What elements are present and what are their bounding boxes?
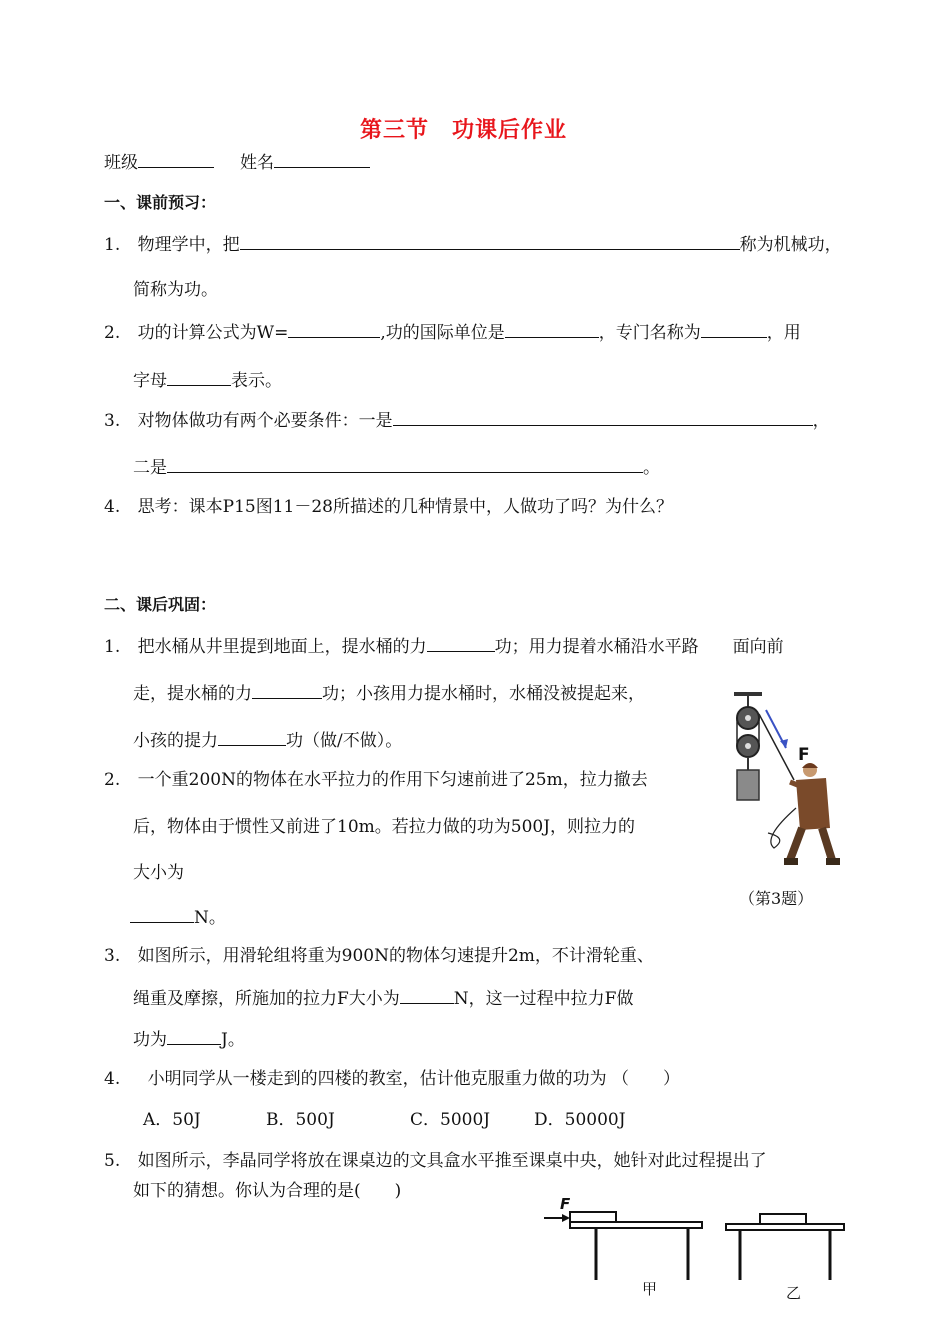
answer-blank <box>393 408 813 426</box>
text: 如图所示，用滑轮组将重为900N的物体匀速提升2m，不计滑轮重、 <box>137 946 654 966</box>
table-left-label: 甲 <box>642 1280 658 1298</box>
question-number: 2. <box>104 770 121 790</box>
s1-q1-line2: 简称为功。 <box>133 280 218 300</box>
answer-blank <box>167 368 231 386</box>
text: 如图所示，李晶同学将放在课桌边的文具盒水平推至课桌中央，她针对此过程提出了 <box>137 1151 767 1171</box>
question-number: 3. <box>104 411 121 431</box>
class-label: 班级 <box>104 153 138 173</box>
table-figure <box>540 1196 850 1300</box>
pulley-caption: （第3题） <box>739 889 814 908</box>
class-blank <box>138 150 214 168</box>
question-number: 1. <box>104 235 121 255</box>
s2-q2-line2: 后，物体由于惯性又前进了10m。若拉力做的功为500J，则拉力的 <box>133 817 636 837</box>
s1-q1-line1 <box>104 232 842 256</box>
answer-blank <box>701 320 767 338</box>
text: 功的计算公式为W= <box>137 323 289 343</box>
text: 一个重200N的物体在水平拉力的作用下匀速前进了25m，拉力撤去 <box>137 770 648 790</box>
text: 物理学中，把 <box>137 235 240 255</box>
text: 功；小孩用力提水桶时，水桶没被提起来， <box>322 684 645 704</box>
name-label: 姓名 <box>240 153 274 173</box>
text: ，专门名称为 <box>598 323 701 343</box>
question-number: 4. <box>104 1069 121 1089</box>
s1-q3-line2 <box>133 455 660 479</box>
text: ， <box>812 411 830 431</box>
question-number: 3. <box>104 946 121 966</box>
page-title: 第三节 功课后作业 <box>360 118 568 143</box>
text: 小孩的提力 <box>133 731 218 751</box>
s2-q5-line2: 如下的猜想。你认为合理的是( ) <box>133 1181 402 1201</box>
s1-q3-line1 <box>104 408 830 432</box>
pulley-figure <box>722 688 852 883</box>
question-number: 1. <box>104 637 121 657</box>
s2-q5-line1 <box>104 1150 767 1172</box>
answer-blank <box>240 232 740 250</box>
text: 思考：课本P15图11－28所描述的几种情景中，人做功了吗？为什么？ <box>137 497 673 517</box>
text: N，这一过程中拉力F做 <box>453 989 634 1009</box>
name-field <box>240 150 370 174</box>
text: 。 <box>643 458 660 478</box>
answer-blank <box>505 320 599 338</box>
text: 对物体做功有两个必要条件：一是 <box>137 411 393 431</box>
s1-q2-line1 <box>104 320 801 344</box>
text: 功为 <box>133 1030 167 1050</box>
question-number: 5. <box>104 1151 121 1171</box>
s2-q1-line1 <box>104 634 784 658</box>
answer-blank <box>218 728 286 746</box>
s2-q1-line2 <box>133 681 645 705</box>
option-d: D．50000J <box>534 1110 626 1130</box>
answer-blank <box>167 1027 221 1045</box>
s2-q1-line3 <box>133 728 402 752</box>
s1-q2-line2 <box>133 368 282 392</box>
name-blank <box>274 150 370 168</box>
answer-blank <box>427 634 495 652</box>
s2-q2-line3: 大小为 <box>133 863 184 883</box>
text: N。 <box>194 908 226 928</box>
answer-blank <box>167 455 643 473</box>
text: 小明同学从一楼走到的四楼的教室，估计他克服重力做的功为 （ ） <box>147 1069 681 1089</box>
pulley-force-label: F <box>798 745 810 765</box>
text: 字母 <box>133 371 167 391</box>
section-1-heading: 一、课前预习： <box>104 193 217 212</box>
table-force-label: F <box>560 1196 571 1213</box>
s2-q3-line1 <box>104 945 654 967</box>
text: 走，提水桶的力 <box>133 684 252 704</box>
answer-blank <box>400 986 454 1004</box>
option-a: A．50J <box>143 1110 201 1130</box>
question-number: 2. <box>104 323 121 343</box>
s2-q3-line3 <box>133 1027 245 1051</box>
s1-q4 <box>104 496 673 518</box>
question-number: 4. <box>104 497 121 517</box>
text: ，用 <box>766 323 801 343</box>
text: J。 <box>221 1030 245 1050</box>
answer-blank <box>252 681 322 699</box>
option-c: C．5000J <box>410 1110 491 1130</box>
s2-q2-line4 <box>130 905 226 929</box>
text: ,功的国际单位是 <box>380 323 505 343</box>
text: 称为机械功， <box>739 235 842 255</box>
answer-blank <box>288 320 380 338</box>
section-2-heading: 二、课后巩固： <box>104 595 217 614</box>
s2-q2-line1 <box>104 769 648 791</box>
option-b: B．500J <box>266 1110 335 1130</box>
text: 功（做/不做）。 <box>286 731 403 751</box>
text: 功；用力提着水桶沿水平路 面向前 <box>494 637 784 657</box>
text: 表示。 <box>231 371 282 391</box>
text: 把水桶从井里提到地面上，提水桶的力 <box>137 637 427 657</box>
class-field <box>104 150 214 174</box>
answer-blank <box>130 905 194 923</box>
text: 绳重及摩擦，所施加的拉力F大小为 <box>133 989 400 1009</box>
text: 二是 <box>133 458 167 478</box>
table-right-label: 乙 <box>786 1284 802 1300</box>
s2-q3-line2 <box>133 986 633 1010</box>
s2-q4 <box>104 1068 680 1090</box>
